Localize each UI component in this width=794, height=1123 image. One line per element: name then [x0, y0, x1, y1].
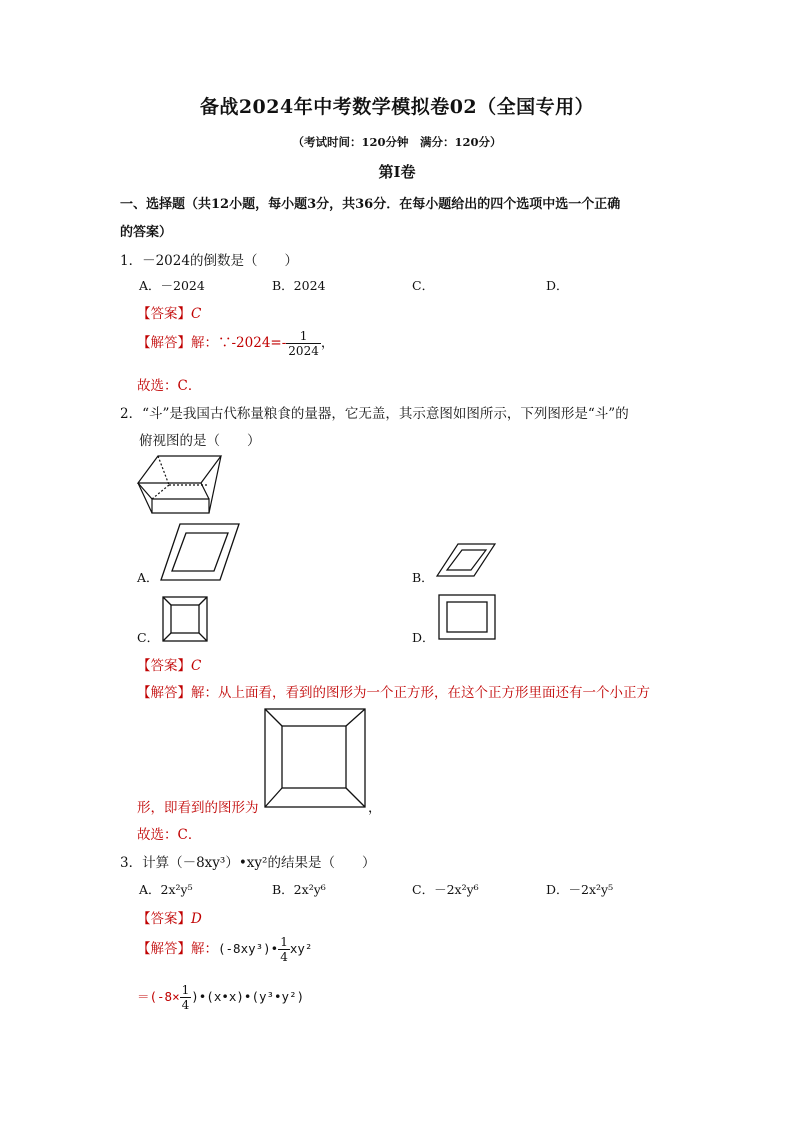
q2-solution-line2: 形，即看到的图形为 [137, 800, 259, 816]
q3-option-d: D．－2x²y⁵ [546, 882, 614, 897]
q1-answer-line [137, 302, 201, 322]
answer-label: 【答案】 [137, 911, 191, 927]
volume-heading: 第Ⅰ卷 [378, 163, 416, 181]
solution-label: 【解答】 [137, 941, 191, 957]
q2-answer-line [137, 654, 201, 674]
q2-option-c-label: C． [137, 630, 160, 645]
fraction-denominator: 2024 [288, 344, 319, 358]
fraction-denominator: 4 [280, 950, 288, 964]
q2-option-d-label: D． [412, 630, 435, 645]
section-heading-line1: 一、选择题（共12小题，每小题3分，共36分．在每小题给出的四个选项中选一个正确 [120, 197, 621, 212]
q3-option-c: C．－2x²y⁶ [412, 882, 479, 897]
step2-left: ＝(-8× [137, 989, 180, 1004]
solution-text: 解：从上面看，看到的图形为一个正方形，在这个正方形里面还有一个小正方 [191, 685, 650, 701]
answer-value: C [191, 306, 202, 322]
answer-label: 【答案】 [137, 306, 191, 322]
step2-fraction [180, 983, 192, 1012]
q3-solution-step2 [137, 983, 304, 1012]
answer-value: D [191, 911, 202, 927]
solution-suffix: ， [320, 335, 335, 351]
fraction-denominator: 4 [181, 998, 190, 1012]
q3-solution-step1 [137, 935, 312, 964]
q1-option-b: B．2024 [272, 278, 326, 293]
q1-option-d: D． [546, 278, 569, 293]
q1-solution [137, 329, 334, 358]
q1-stem: 1．－2024的倒数是（ ） [120, 253, 298, 269]
q2-solution-figure [264, 708, 366, 808]
step1-left: (-8xy³)• [218, 941, 279, 956]
dou-3d-figure [137, 455, 223, 515]
step1-fraction [278, 935, 290, 964]
answer-label: 【答案】 [137, 658, 191, 674]
q2-stem-line2: 俯视图的是（ ） [139, 433, 261, 449]
q2-option-a-label: A． [137, 570, 159, 585]
q1-option-c: C． [412, 278, 435, 293]
q2-option-a-figure [160, 523, 240, 581]
q2-option-d-figure [438, 594, 496, 640]
fraction-numerator: 1 [181, 983, 190, 997]
fraction-numerator: 1 [280, 935, 288, 949]
solution-text: 解：∵-2024=- [191, 335, 287, 351]
fraction-numerator: 1 [286, 329, 321, 344]
q2-conclusion: 故选：C． [137, 827, 202, 843]
q2-option-b-label: B． [412, 570, 434, 585]
answer-value: C [191, 658, 202, 674]
solution-label: 【解答】 [137, 335, 191, 351]
q3-option-b: B．2x²y⁶ [272, 882, 326, 897]
fraction [286, 329, 321, 358]
solution-label: 【解答】 [137, 685, 191, 701]
q2-solution-line1 [137, 681, 650, 701]
q3-stem: 3．计算（－8xy³）•xy²的结果是（ ） [120, 855, 376, 871]
step2-right: )•(x•x)•(y³•y²) [191, 989, 305, 1004]
q2-option-b-figure [436, 543, 496, 577]
q1-conclusion: 故选：C． [137, 378, 202, 394]
q2-option-c-figure [162, 596, 208, 642]
page-title: 备战2024年中考数学模拟卷02（全国专用） [199, 96, 595, 118]
section-heading-line2: 的答案） [120, 225, 173, 240]
q3-answer-line [137, 907, 202, 927]
q1-option-a: A．－2024 [139, 278, 205, 293]
exam-info: （考试时间：120分钟 满分：120分） [292, 135, 502, 149]
step1-right: xy² [289, 941, 313, 956]
solution-prefix: 解： [191, 941, 218, 957]
q2-solution-line2-end: ， [368, 800, 382, 816]
q3-option-a: A．2x²y⁵ [139, 882, 193, 897]
q2-stem-line1: 2．“斗”是我国古代称量粮食的量器，它无盖，其示意图如图所示，下列图形是“斗”的 [120, 406, 629, 422]
